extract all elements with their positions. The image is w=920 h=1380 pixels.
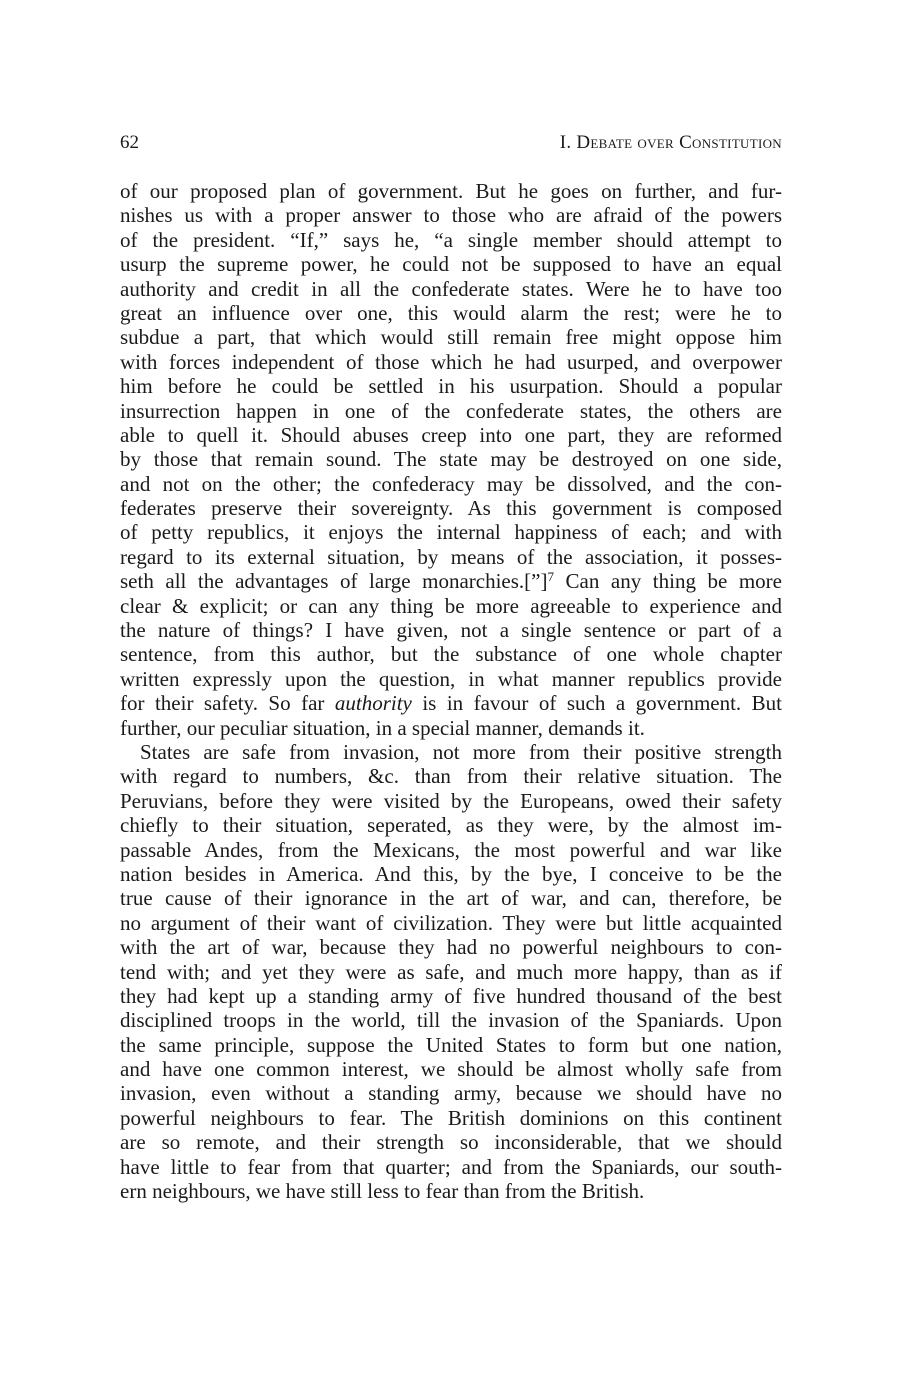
text-line: subdue a part, that which would still remain free might oppose him [120, 325, 782, 350]
text-line: they had kept up a standing army of five hundred thousand of the best [120, 983, 782, 1008]
text-line: him before he could be settled in his usurpation. Should a popular [120, 374, 782, 399]
paragraph-1 [120, 179, 782, 740]
text-line: insurrection happen in one of the confederate states, the others are [120, 398, 782, 423]
body-text [120, 179, 782, 1203]
text-line: with the art of war, because they had no powerful neighbours to con- [120, 935, 782, 960]
text-segment: seth all the advantages of large monarchies.[”] [120, 569, 548, 594]
text-line: regard to its external situation, by means of the association, it posses- [120, 544, 782, 569]
text-line: written expressly upon the question, in what manner republics provide [120, 666, 782, 691]
text-line: nation besides in America. And this, by the bye, I conceive to be the [120, 861, 782, 886]
text-segment: for their safety. So far [120, 691, 335, 716]
text-line: with forces independent of those which he had usurped, and overpower [120, 349, 782, 374]
text-line: true cause of their ignorance in the art of war, and can, therefore, be [120, 886, 782, 911]
text-line: great an influence over one, this would alarm the rest; were he to [120, 300, 782, 325]
text-line: able to quell it. Should abuses creep into one part, they are reformed [120, 422, 782, 447]
text-segment: is in favour of such a government. But [411, 691, 782, 716]
text-line: federates preserve their sovereignty. As this government is composed [120, 496, 782, 521]
text-line: with regard to numbers, &c. than from their relative situation. The [120, 764, 782, 789]
text-line: of petty republics, it enjoys the internal happiness of each; and with [120, 520, 782, 545]
text-line: States are safe from invasion, not more from their positive strength [140, 739, 782, 764]
text-line: powerful neighbours to fear. The British dominions on this continent [120, 1105, 782, 1130]
text-line: are so remote, and their strength so inconsiderable, that we should [120, 1130, 782, 1155]
text-line: and have one common interest, we should be almost wholly safe from [120, 1057, 782, 1082]
text-line: chiefly to their situation, seperated, as they were, by the almost im- [120, 813, 782, 838]
text-line: passable Andes, from the Mexicans, the most powerful and war like [120, 837, 782, 862]
text-line: the same principle, suppose the United States to form but one nation, [120, 1032, 782, 1057]
text-line: sentence, from this author, but the substance of one whole chapter [120, 642, 782, 667]
text-line: Peruvians, before they were visited by the Europeans, owed their safety [120, 788, 782, 813]
text-line: by those that remain sound. The state may be destroyed on one side, [120, 447, 782, 472]
text-line-with-note [120, 569, 782, 593]
text-line: disciplined troops in the world, till the invasion of the Spaniards. Upon [120, 1008, 782, 1033]
text-line: of our proposed plan of government. But he goes on further, and fur- [120, 179, 782, 203]
text-line: the nature of things? I have given, not a single sentence or part of a [120, 618, 782, 643]
text-line: ern neighbours, we have still less to fear than from the British. [120, 1179, 645, 1204]
paragraph-2 [120, 740, 782, 1203]
text-line-with-emphasis [120, 691, 782, 715]
text-line: no argument of their want of civilization. They were but little acquainted [120, 910, 782, 935]
text-segment: Can any thing be more [553, 569, 782, 594]
emphasized-word: authority [334, 691, 412, 716]
footnote-marker: 7 [547, 569, 554, 585]
running-title: I. Debate over Constitution [559, 132, 782, 153]
text-line: nishes us with a proper answer to those who are afraid of the powers [120, 203, 782, 228]
text-line: invasion, even without a standing army, because we should have no [120, 1081, 782, 1106]
text-line: authority and credit in all the confederate states. Were he to have too [120, 276, 782, 301]
text-line: of the president. “If,” says he, “a single member should attempt to [120, 227, 782, 252]
text-line: have little to fear from that quarter; and from the Spaniards, our south- [120, 1154, 782, 1179]
page-number: 62 [120, 132, 139, 153]
text-line: tend with; and yet they were as safe, and much more happy, than as if [120, 959, 782, 984]
text-line: usurp the supreme power, he could not be supposed to have an equal [120, 252, 782, 277]
text-line: clear & explicit; or can any thing be more agreeable to experience and [120, 593, 782, 618]
running-head [120, 130, 782, 156]
text-line: further, our peculiar situation, in a special manner, demands it. [120, 715, 645, 740]
text-line: and not on the other; the confederacy may be dissolved, and the con- [120, 471, 782, 496]
